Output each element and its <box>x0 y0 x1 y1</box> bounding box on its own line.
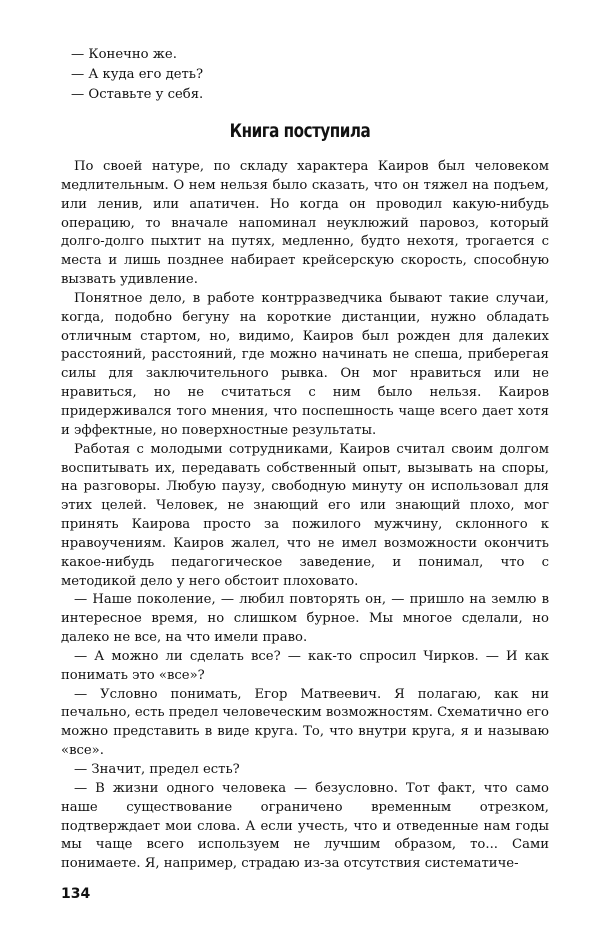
paragraph: — Условно понимать, Егор Матвеевич. Я полагаю, как ни печально, есть предел человеческим возможностям. Схематично его можно представить в виде круга. То, что внутри круга, я и называю «все». <box>61 686 549 759</box>
paragraph: — В жизни одного человека — безусловно. Тот факт, что само наше существование ограничено временным отрезком, подтверждает мои слова. А если учесть, что и отведенные нам годы мы чаще всего используем не лучшим образом, то... Сами понимаете. Я, например, страдаю из-за отсутствия систематиче- <box>61 780 549 872</box>
dialogue-line: — Оставьте у себя. <box>71 87 204 102</box>
dialogue-line: — А куда его деть? <box>71 67 204 82</box>
paragraph: Работая с молодыми сотрудниками, Каиров считал своим долгом воспитывать их, передавать собственный опыт, вызывать на споры, на разговоры. Любую паузу, свободную минуту он использовал для этих целей. Человек, не знающий его или знающий плохо, мог принять Каирова просто за пожилого мужчину, склонного к нравоучениям. Каиров жалел, что не имел возможности окончить какое-нибудь педагогическое заведение, и понимал, что с методикой дело у него обстоит плоховато. <box>61 441 549 589</box>
page-number: 134 <box>61 886 91 902</box>
paragraph: — Значит, предел есть? <box>74 762 240 777</box>
paragraph: — Наше поколение, — любил повторять он, — пришло на землю в интересное время, но слишком бурное. Мы многое сделали, но далеко не все, на что имели право. <box>61 592 549 646</box>
paragraph: — А можно ли сделать все? — как-то спросил Чирков. — И как понимать это «все»? <box>61 648 549 683</box>
paragraph: По своей натуре, по складу характера Каиров был человеком медлительным. О нем нельзя было сказать, что он тяжел на подъем, или ленив, или апатичен. Но когда он проводил какую-нибудь операцию, то вначале напоминал неуклюжий паровоз, который долго-долго пыхтит на путях, медленно, будто нехотя, трогается с места и лишь позднее набирает крейсерскую скорость, способную вызвать удивление. <box>61 159 549 288</box>
dialogue-line: — Конечно же. <box>71 47 177 62</box>
body-text <box>61 158 549 874</box>
paragraph: Понятное дело, в работе контрразведчика бывают такие случаи, когда, подобно бегуну на короткие дистанции, нужно обладать отличным стартом, но, видимо, Каиров был рожден для далеких расстояний, расстояний, где можно начинать не спеша, приберегая силы для заключительного рывка. Он мог нравиться или не нравиться, но не считаться с ним было нельзя. Каиров придерживался того мнения, что поспешность чаще всего дает хотя и эффектные, но поверхностные результаты. <box>61 290 549 438</box>
chapter-heading: Книга поступила <box>229 121 371 142</box>
